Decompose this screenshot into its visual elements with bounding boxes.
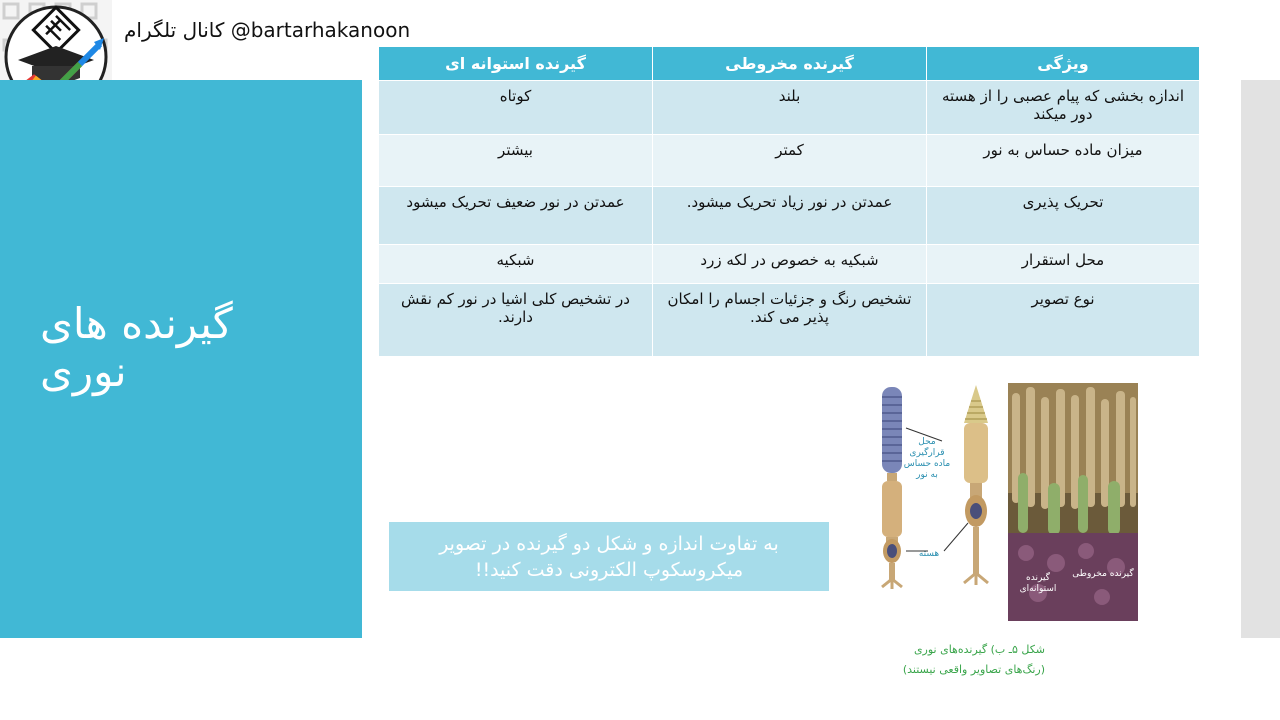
table-cell: بلند — [653, 81, 927, 135]
table-row — [379, 187, 1200, 245]
table-cell: کوتاه — [379, 81, 653, 135]
slide-title — [40, 300, 340, 396]
figure-label-site: محل قرارگیری ماده حساس به نور — [903, 437, 951, 480]
table-cell: در تشخیص کلی اشیا در نور کم نقش دارند. — [379, 284, 653, 357]
table-cell: عمدتن در نور زیاد تحریک میشود. — [653, 187, 927, 245]
table-cell: میزان ماده حساس به نور — [927, 135, 1200, 187]
table-header-row — [379, 47, 1200, 81]
table-cell: شبکیه به خصوص در لکه زرد — [653, 245, 927, 284]
rod-cell-drawing — [882, 387, 902, 589]
table-cell: محل استقرار — [927, 245, 1200, 284]
photoreceptor-illustration — [876, 383, 1138, 621]
table-cell: شبکیه — [379, 245, 653, 284]
table-cell: نوع تصویر — [927, 284, 1200, 357]
header-rod: گیرنده استوانه ای — [379, 47, 653, 81]
telegram-channel-label: کانال تلگرام @bartarhakanoon — [124, 18, 411, 42]
header-cone: گیرنده مخروطی — [653, 47, 927, 81]
table-row — [379, 245, 1200, 284]
figure-label-cone: گیرنده مخروطی — [1072, 569, 1134, 579]
figure-caption-line-1: شکل ۵ـ ب) گیرنده‌های نوری — [913, 643, 1045, 656]
slide-title-line-1: گیرنده های — [40, 299, 233, 348]
figure-label-rod: گیرنده استوانه‌ای — [1019, 573, 1057, 594]
figure-caption-line-2: (رنگ‌های تصاویر واقعی نیستند) — [902, 663, 1045, 676]
figure-caption — [870, 640, 1045, 680]
table-row — [379, 81, 1200, 135]
table-cell: تشخیص رنگ و جزئیات اجسام را امکان پذیر می کند. — [653, 284, 927, 357]
photoreceptor-figure — [876, 383, 1138, 621]
slide-title-line-2: نوری — [40, 347, 127, 396]
cone-cell-drawing — [964, 385, 988, 585]
figure-label-nucleus: هسته — [918, 549, 940, 559]
table-cell: کمتر — [653, 135, 927, 187]
table-cell: عمدتن در نور ضعیف تحریک میشود — [379, 187, 653, 245]
header-feature: ویژگی — [927, 47, 1200, 81]
comparison-table — [378, 46, 1200, 357]
table-row — [379, 284, 1200, 357]
table-row — [379, 135, 1200, 187]
table-cell: تحریک پذیری — [927, 187, 1200, 245]
table-cell: اندازه بخشی که پیام عصبی را از هسته دور میکند — [927, 81, 1200, 135]
right-decor-strip — [1241, 80, 1280, 638]
table-cell: بیشتر — [379, 135, 653, 187]
note-box: به تفاوت اندازه و شکل دو گیرنده در تصویر میکروسکوپ الکترونی دقت کنید!! — [389, 522, 829, 591]
